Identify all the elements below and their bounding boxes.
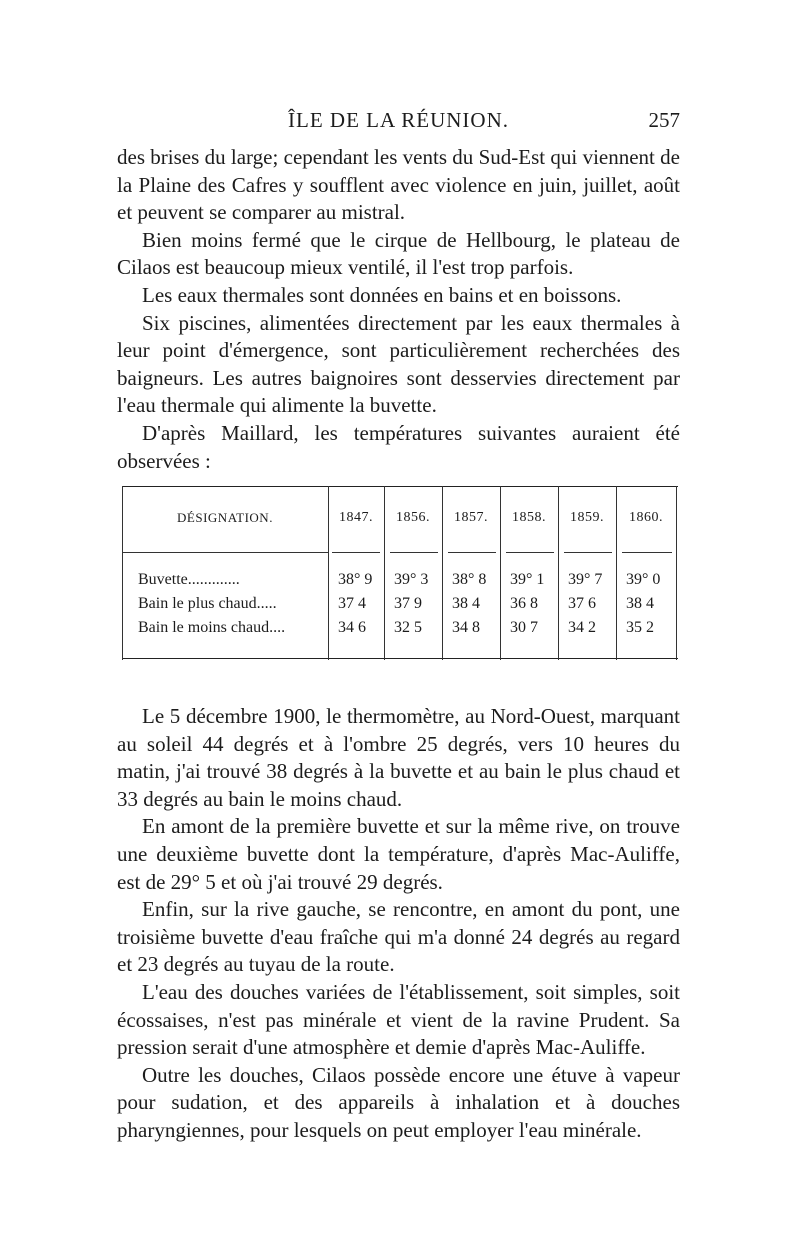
header-underline	[448, 552, 496, 553]
row-label: Bain le plus chaud.....	[138, 595, 277, 612]
table-cell: 34 6	[338, 619, 366, 636]
table-cell: 36 8	[510, 595, 538, 612]
table-cell: 34 2	[568, 619, 596, 636]
paragraph: En amont de la première buvette et sur la même rive, on trouve une deuxième buvette dont la température, d'après Mac-Auliffe, est de 29° 5 et où j'ai trouvé 29 degrés.	[117, 814, 680, 894]
header-year: 1859.	[570, 510, 604, 525]
table-bottom-rule	[122, 658, 678, 659]
paragraph: Six piscines, alimentées directement par les eaux thermales à leur point d'émergence, sont particulièrement recherchées des baigneurs. Les autres baignoires sont desservies directement par l'eau thermale qui alimente la buvette.	[117, 310, 680, 418]
paragraph: Outre les douches, Cilaos possède encore une étuve à vapeur pour sudation, et des appareils à inhalation et à douches pharyngiennes, pour lesquels on peut employer l'eau minérale.	[117, 1062, 680, 1142]
header-year: 1858.	[512, 510, 546, 525]
paragraph: Enfin, sur la rive gauche, se rencontre, en amont du pont, une troisième buvette d'eau fraîche qui m'a donné 24 degrés au regard et 23 degrés au tuyau de la route.	[117, 897, 680, 977]
table-cell: 38 4	[452, 595, 480, 612]
header-year: 1847.	[339, 510, 373, 525]
header-underline	[390, 552, 438, 553]
table-cell: 34 8	[452, 619, 480, 636]
temperature-table	[122, 480, 678, 666]
table-cell: 38° 8	[452, 571, 487, 588]
table-cell: 38 4	[626, 595, 654, 612]
row-label: Buvette.............	[138, 571, 240, 588]
table-cell: 30 7	[510, 619, 538, 636]
header-underline	[622, 552, 672, 553]
table-cell: 35 2	[626, 619, 654, 636]
row-label: Bain le moins chaud....	[138, 619, 286, 636]
paragraph: des brises du large; cependant les vents du Sud-Est qui viennent de la Plaine des Cafres y soufflent avec violence en juin, juillet, août et peuvent se comparer au mistral.	[117, 145, 680, 225]
header-underline	[332, 552, 380, 553]
page-header	[117, 108, 680, 138]
paragraph: Le 5 décembre 1900, le thermomètre, au Nord-Ouest, marquant au soleil 44 degrés et à l'ombre 25 degrés, vers 10 heures du matin, j'ai trouvé 38 degrés à la buvette et au bain le plus chaud et 33 degrés au bain le moins chaud.	[117, 704, 680, 811]
header-underline	[564, 552, 612, 553]
table-cell: 32 5	[394, 619, 422, 636]
table-cell: 39° 3	[394, 571, 429, 588]
header-designation: DÉSIGNATION.	[177, 510, 273, 525]
paragraph: D'après Maillard, les températures suivantes auraient été observées :	[117, 420, 680, 473]
header-year: 1860.	[629, 510, 663, 525]
table-cell: 38° 9	[338, 571, 373, 588]
paragraph: Bien moins fermé que le cirque de Hellbourg, le plateau de Cilaos est beaucoup mieux ventilé, il l'est trop parfois.	[117, 227, 680, 280]
table-cell: 37 6	[568, 595, 596, 612]
page-number: 257	[648, 108, 680, 132]
header-underline	[506, 552, 554, 553]
header-year: 1856.	[396, 510, 430, 525]
running-title: ÎLE DE LA RÉUNION.	[288, 108, 509, 132]
table-cell: 37 9	[394, 595, 422, 612]
text-block-top	[117, 144, 680, 475]
table-cell: 39° 7	[568, 571, 603, 588]
header-year: 1857.	[454, 510, 488, 525]
paragraph: Les eaux thermales sont données en bains et en boissons.	[142, 282, 622, 307]
table-cell: 39° 1	[510, 571, 545, 588]
paragraph: L'eau des douches variées de l'établissement, soit simples, soit écossaises, n'est pas minérale et vient de la ravine Prudent. Sa pression serait d'une atmosphère et demie d'après Mac-Auliffe.	[117, 979, 680, 1060]
header-underline	[122, 552, 328, 553]
text-block-bottom	[117, 703, 680, 1145]
table-border-right	[676, 486, 677, 660]
table-top-rule	[122, 486, 678, 487]
table-cell: 39° 0	[626, 571, 661, 588]
table-cell: 37 4	[338, 595, 366, 612]
